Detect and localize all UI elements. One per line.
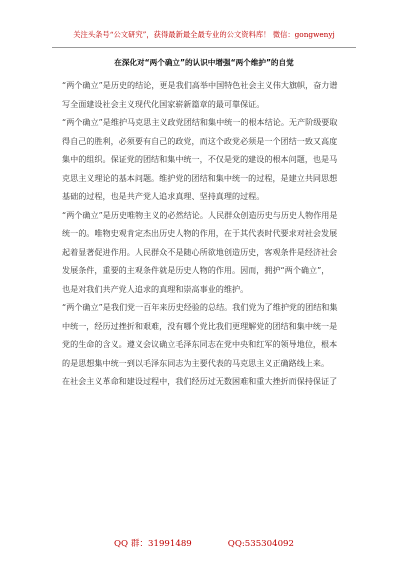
body-line: 也是对我们共产党人追求的真理和崇高事业的维护。 xyxy=(62,283,249,294)
body-line: “两个确立”是维护马克思主义政党团结和集中统一的根本结论。无产阶级要取 xyxy=(62,117,338,127)
header-divider xyxy=(52,47,356,48)
body-line: “两个确立”是历史的结论，更是我们高举中国特色社会主义伟大旗帜，奋力谱 xyxy=(62,80,338,90)
body-line: 统一的。唯物史观肯定杰出历史人物的作用，在于其代表时代要求对社会发展 xyxy=(62,228,338,238)
header-banner: 关注头条号“公文研究”，获得最新最全最专业的公文资料库！ 微信：gongwenyj xyxy=(73,30,335,39)
body-line: 起着显著促进作用。人民群众不是随心所欲地创造历史，客观条件是经济社会 xyxy=(62,246,338,257)
body-line: “两个确立”是历史唯物主义的必然结论。人民群众创造历史与历史人物作用是 xyxy=(62,209,338,220)
footer-qq-group: QQ 群：31991489 xyxy=(114,539,192,549)
body-line: 基础的过程，也是共产党人追求真理、坚持真理的过程。 xyxy=(62,191,265,201)
footer-qq: QQ:535304092 xyxy=(227,539,294,549)
body-line: 克思主义理论的基本问题。维护党的团结和集中统一的过程，是建立共同思想 xyxy=(62,172,338,183)
body-line: 写全面建设社会主义现代化国家崭新篇章的最可靠保证。 xyxy=(62,98,265,109)
body-line: 发展条件，重要的主观条件就是历史人物的作用。因而，拥护“两个确立”， xyxy=(62,265,330,275)
body-line: 在社会主义革命和建设过程中，我们经历过无数困难和重大挫折而保持保证了 xyxy=(62,376,338,386)
body-line: “两个确立”是我们党一百年来历史经验的总结。我们党为了维护党的团结和集 xyxy=(62,302,338,312)
body-line: 的是思想集中统一到以毛泽东同志为主要代表的马克思主义正确路线上来。 xyxy=(62,357,330,368)
document-title: 在深化对“两个确立”的认识中增强“两个维护”的自觉 xyxy=(114,58,294,67)
document-body xyxy=(62,76,346,391)
footer-contact xyxy=(0,537,408,549)
body-line: 得自己的胜利，必须要有自己的政党，而这个政党必须是一个团结一致又高度 xyxy=(62,135,338,146)
body-line: 党的生命的含义。遵义会议确立毛泽东同志在党中央和红军的领导地位，根本 xyxy=(62,339,338,349)
body-line: 中统一，经历过挫折和艰难，没有哪个党比我们更理解党的团结和集中统一是 xyxy=(62,320,338,331)
body-line: 集中的组织。保证党的团结和集中统一，不仅是党的建设的根本问题，也是马 xyxy=(62,154,338,164)
